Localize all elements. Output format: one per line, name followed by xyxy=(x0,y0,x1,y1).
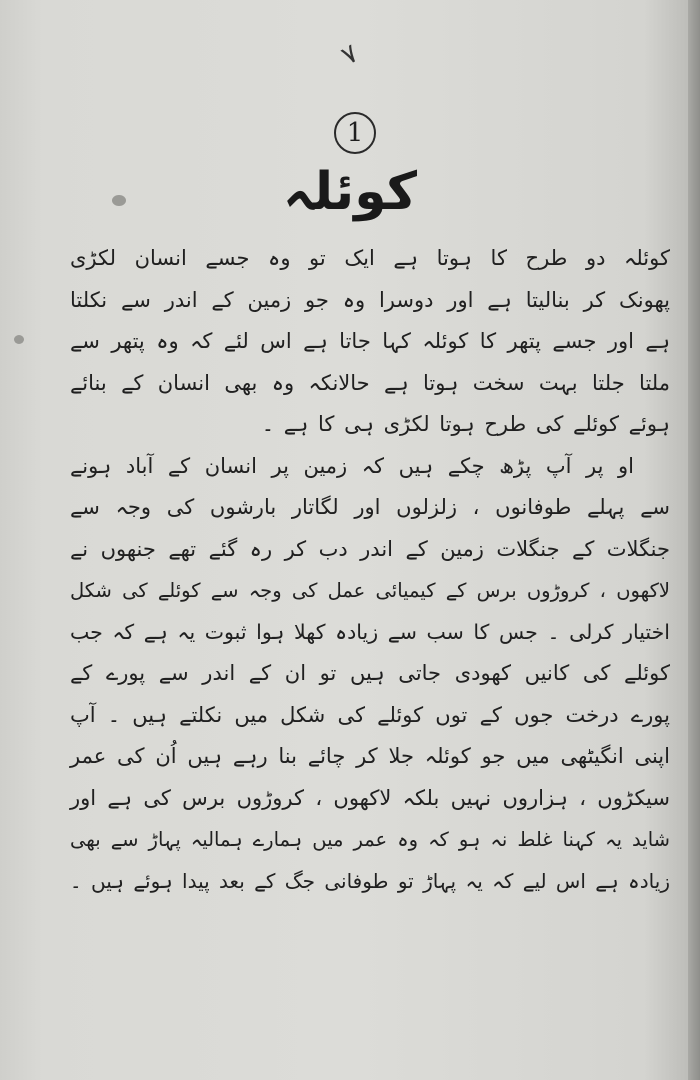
text-line: پورے درخت جوں کے توں کوئلے کی شکل میں نکلتے ہیں ۔ آپ xyxy=(70,702,670,727)
paragraph-2 xyxy=(70,446,670,903)
text-line: جنگلات کے جنگلات زمین کے اندر دب کر رہ گئے تھے جنھوں نے xyxy=(70,536,670,561)
page-number: ۷ xyxy=(336,38,364,72)
text-line: او پر آپ پڑھ چکے ہیں کہ زمین پر انسان کے آباد ہونے xyxy=(70,453,634,478)
text-line: اپنی انگیٹھی میں جو کوئلہ جلا کر چائے بنا رہے ہیں اُن کی عمر xyxy=(70,744,670,768)
text-line: سیکڑوں ، ہزاروں نہیں بلکہ لاکھوں ، کروڑوں برس کی ہے اور xyxy=(70,785,670,810)
text-line: ہوئے کوئلے کی طرح ہوتا لکڑی ہی کا ہے ۔ xyxy=(261,412,670,436)
paper-spot xyxy=(14,335,24,344)
paragraph-1 xyxy=(70,238,670,446)
text-line: شاید یہ کہنا غلط نہ ہو کہ وہ عمر میں ہمارے ہمالیہ پہاڑ سے بھی xyxy=(70,828,670,851)
chapter-body xyxy=(70,238,670,902)
text-line: پھونک کر بنالیتا ہے اور دوسرا وہ جو زمین کے اندر سے نکلتا xyxy=(70,287,670,312)
text-line: کوئلے کی کانیں کھودی جاتی ہیں تو ان کے اندر سے پورے کے xyxy=(70,661,670,685)
text-line: لاکھوں ، کروڑوں برس کے کیمیائی عمل کی وجہ سے کوئلے کی شکل xyxy=(70,579,670,602)
chapter-number: 1 xyxy=(346,118,364,148)
paper-spot xyxy=(112,195,126,206)
text-line: سے پہلے طوفانوں ، زلزلوں اور لگاتار بارشوں کی وجہ سے xyxy=(70,495,670,519)
chapter-number-badge xyxy=(334,112,376,154)
text-line: ہے اور جسے پتھر کا کوئلہ کہا جاتا ہے اس لئے کہ وہ پتھر سے xyxy=(70,329,670,353)
chapter-title: کوئلہ xyxy=(282,162,418,222)
text-line: کوئلہ دو طرح کا ہوتا ہے ایک تو وہ جسے انسان لکڑی xyxy=(70,246,670,270)
text-line: زیادہ ہے اس لیے کہ یہ پہاڑ تو طوفانی جگ کے بعد پیدا ہوئے ہیں ۔ xyxy=(69,868,670,893)
text-line: اختیار کرلی ۔ جس کا سب سے زیادہ کھلا ہوا ثبوت یہ ہے کہ جب xyxy=(70,619,670,644)
text-line: ملتا جلتا بہت سخت ہوتا ہے حالانکہ وہ بھی انسان کے بنائے xyxy=(70,370,670,395)
